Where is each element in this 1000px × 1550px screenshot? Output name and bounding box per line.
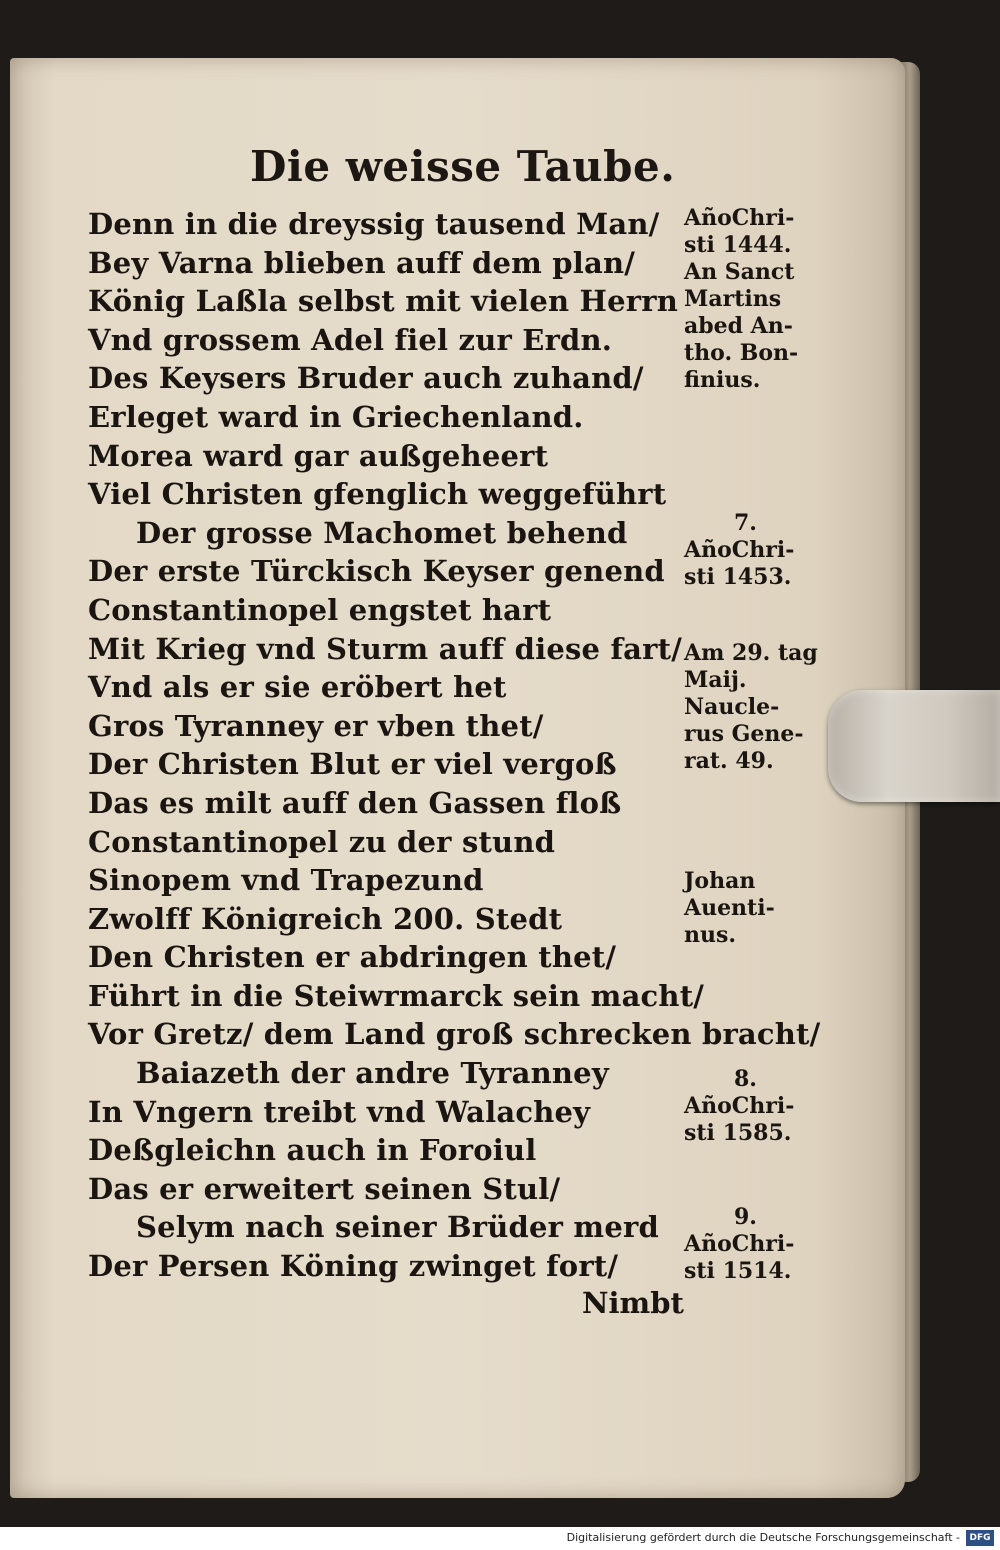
margin-note-line: Johan — [684, 868, 756, 894]
margin-note-line: AñoChri- — [684, 205, 795, 231]
verse-line: Der Christen Blut er viel vergoß — [88, 747, 617, 782]
verse-line: Viel Christen gfenglich weggeführt — [88, 477, 667, 512]
margin-note-1444 — [684, 205, 824, 394]
margin-note-1453 — [684, 510, 824, 591]
margin-note-line: sti 1453. — [684, 564, 792, 590]
verse-line: Bey Varna blieben auff dem plan/ — [88, 245, 636, 280]
margin-note-number: 8. — [734, 1066, 757, 1092]
margin-note-line: An Sanct — [684, 259, 795, 285]
verse-line: Baiazeth der andre Tyranney — [136, 1056, 609, 1091]
verse-line: Constantinopel zu der stund — [88, 824, 556, 859]
verse-line: In Vngern treibt vnd Walachey — [88, 1094, 591, 1129]
catchword: Nimbt — [582, 1286, 684, 1320]
verse-line: Constantinopel engstet hart — [88, 592, 552, 627]
verse-line: Selym nach seiner Brüder merd — [136, 1210, 659, 1245]
margin-note-line: Auenti- — [684, 895, 775, 921]
margin-note-line: Maij. — [684, 667, 747, 693]
verse-line: Führt in die Steiwrmarck sein macht/ — [88, 978, 705, 1013]
margin-note-line: sti 1585. — [684, 1120, 792, 1146]
margin-note-line: AñoChri- — [684, 1093, 795, 1119]
margin-note-line: rat. 49. — [684, 748, 774, 774]
verse-line: Das er erweitert seinen Stul/ — [88, 1171, 561, 1206]
verse-line: Vnd grossem Adel fiel zur Erdn. — [88, 322, 613, 357]
verse-line: Der erste Türckisch Keyser genend — [88, 554, 665, 589]
margin-note-line: Martins — [684, 286, 782, 312]
margin-note-1585 — [684, 1066, 824, 1147]
verse-line: Des Keysers Bruder auch zuhand/ — [88, 361, 644, 396]
verse-line: Denn in die dreyssig tausend Man/ — [88, 207, 660, 241]
margin-note-number: 7. — [734, 510, 757, 536]
verse-line: Zwolff Königreich 200. Stedt — [88, 901, 563, 936]
margin-note-number: 9. — [734, 1204, 757, 1230]
verse-line: Mit Krieg vnd Sturm auff diese fart/ — [88, 631, 682, 666]
margin-note-line: AñoChri- — [684, 1231, 795, 1257]
page-clip — [828, 690, 1000, 802]
dfg-logo: DFG — [966, 1530, 994, 1546]
margin-note-line: Naucle- — [684, 694, 780, 720]
margin-note-line: rus Gene- — [684, 721, 804, 747]
margin-note-line: sti 1514. — [684, 1258, 792, 1284]
verse-line: Sinopem vnd Trapezund — [88, 863, 484, 898]
margin-note-line: tho. Bon- — [684, 340, 799, 366]
running-header: Die weisse Taube. — [250, 142, 676, 191]
verse-line: Vor Gretz/ dem Land groß schrecken bracht/ — [88, 1017, 821, 1052]
funding-credit: Digitalisierung gefördert durch die Deutsche Forschungsgemeinschaft - — [566, 1531, 960, 1544]
margin-note-line: abed An- — [684, 313, 793, 339]
margin-note-line: finius. — [684, 367, 761, 393]
margin-note-line: Am 29. tag — [684, 640, 818, 666]
verse-line: König Laßla selbst mit vielen Herrn — [88, 284, 679, 319]
verse-line: Den Christen er abdringen thet/ — [88, 940, 617, 975]
margin-note-naucler — [684, 640, 824, 775]
margin-note-line: sti 1444. — [684, 232, 792, 258]
margin-note-line: AñoChri- — [684, 537, 795, 563]
margin-note-line: nus. — [684, 922, 737, 948]
verse-line: Das es milt auff den Gassen floß — [88, 785, 622, 820]
margin-note-aventinus — [684, 868, 824, 949]
verse-line: Erleget ward in Griechenland. — [88, 399, 584, 434]
verse-line: Morea ward gar außgeheert — [88, 438, 549, 473]
verse-line: Deßgleichn auch in Foroiul — [88, 1133, 537, 1168]
verse-line: Der grosse Machomet behend — [136, 515, 628, 550]
footer-bar — [0, 1527, 1000, 1550]
verse-line: Gros Tyranney er vben thet/ — [88, 708, 544, 743]
verse-line: Vnd als er sie eröbert het — [88, 670, 507, 705]
verse-line: Der Persen Köning zwinget fort/ — [88, 1249, 619, 1284]
margin-note-1514 — [684, 1204, 824, 1285]
